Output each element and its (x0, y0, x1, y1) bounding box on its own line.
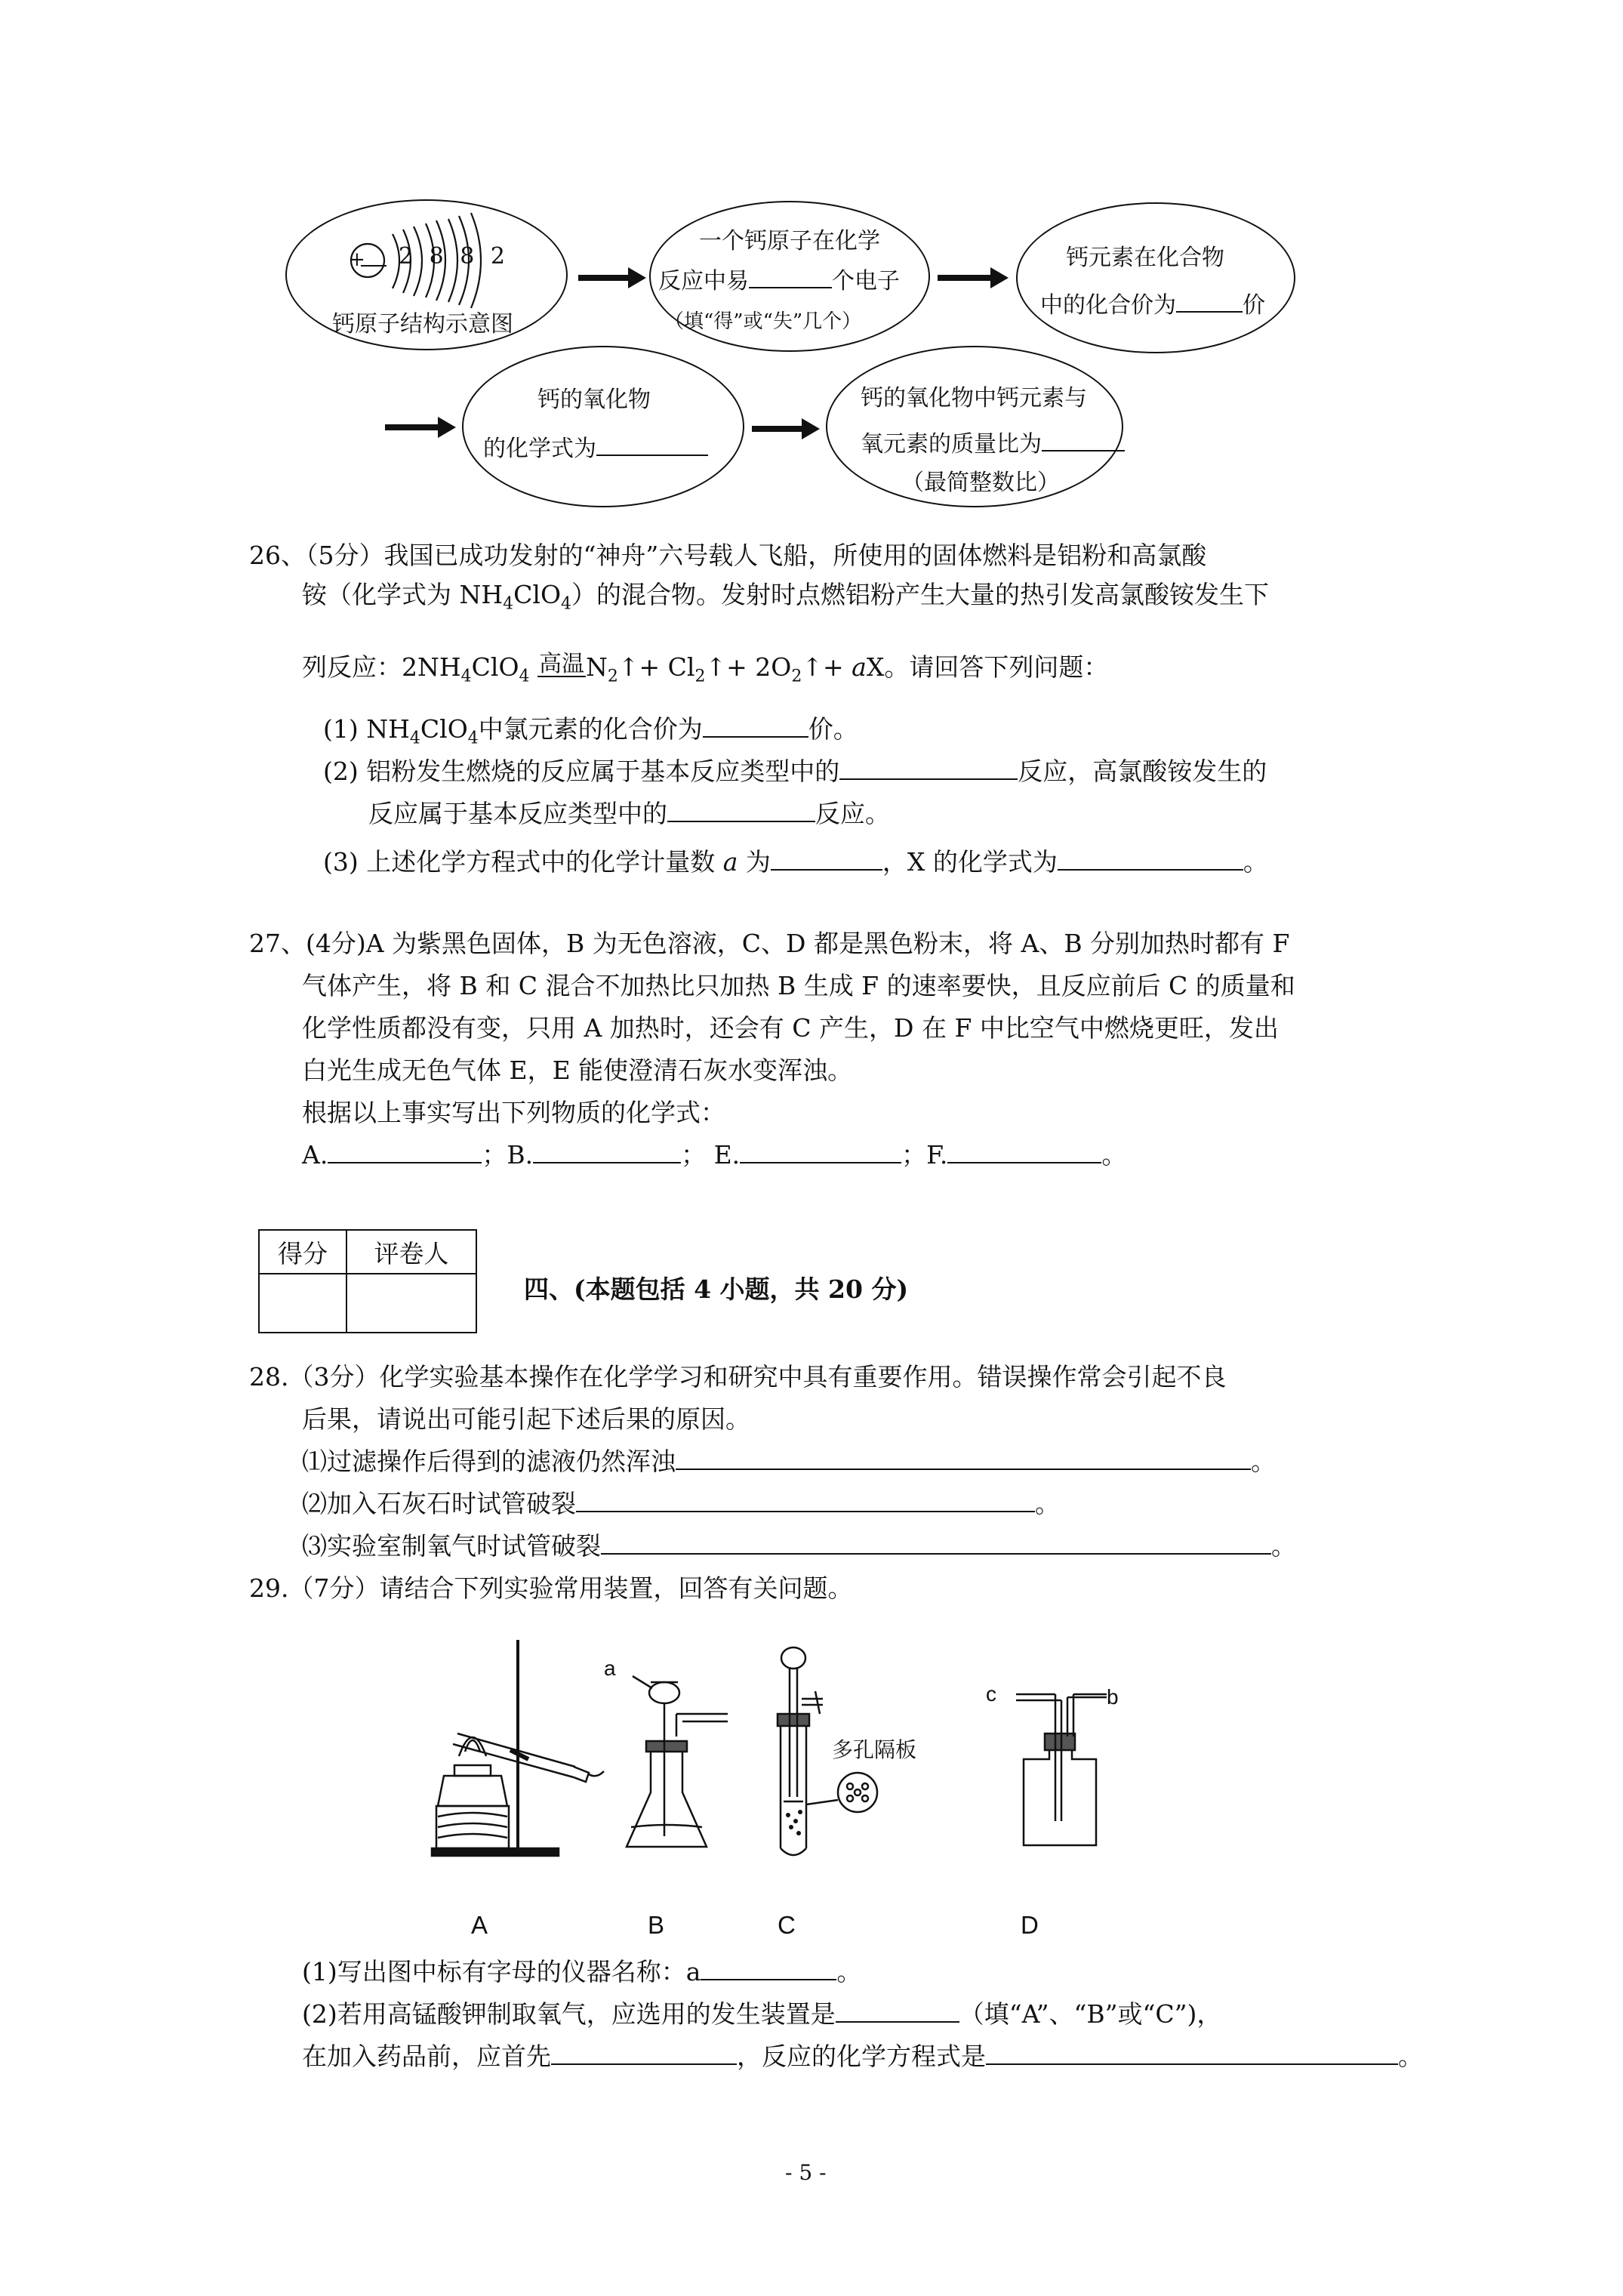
q26-s2-a: (2) 铝粉发生燃烧的反应属于基本反应类型中的 (323, 757, 840, 786)
q26-s3-d: 。 (1243, 847, 1268, 877)
atom-caption: 钙原子结构示意图 (332, 311, 513, 337)
q26-s1-sub2: 4 (467, 729, 479, 748)
grader-header: 评卷人 (346, 1230, 476, 1274)
q29-s1-end: 。 (836, 1957, 862, 1986)
q29-s2-a: (2)若用高锰酸钾制取氧气，应选用的发生装置是 (302, 1999, 836, 2029)
oxide-line2-prefix: 的化学式为 (483, 436, 596, 462)
q29-sub1 (302, 1955, 861, 1989)
eq-sub1: 4 (460, 667, 472, 686)
q27-line5: 根据以上事实写出下列物质的化学式： (302, 1098, 725, 1127)
q26-s3-a: (3) 上述化学方程式中的化学计量数 (323, 847, 723, 877)
q28-s3-end: 。 (1271, 1531, 1296, 1561)
q26-line2-sub2: 4 (561, 594, 572, 614)
eq-sub4: 2 (694, 667, 706, 686)
q27-label-a: A. (302, 1140, 328, 1170)
electron-hint: （填“得”或“失”几个） (664, 310, 862, 333)
q28-s2-end: 。 (1035, 1489, 1060, 1518)
q28-s1-text: ⑴过滤操作后得到的滤液仍然浑浊 (302, 1447, 676, 1476)
q27-line3: 化学性质都没有变，只用 A 加热时，还会有 C 产生，D 在 F 中比空气中燃烧更旺，发出 (302, 1013, 1279, 1043)
q28-s1-end: 。 (1251, 1447, 1276, 1476)
q29-sub2 (302, 1998, 1221, 2031)
q26-s2-d: 反应。 (815, 799, 890, 828)
q26-s1-a: (1) NH (323, 714, 410, 744)
oxide-line1: 钙的氧化物 (537, 387, 651, 413)
label-c: c (986, 1682, 996, 1706)
q26-s3-italic-a: a (722, 847, 738, 877)
q29-s2-blank2 (551, 2041, 737, 2065)
atom-plus: + (349, 248, 365, 271)
q26-s3-c: ，X 的化学式为 (882, 847, 1058, 877)
q26-s1-d: 价。 (808, 714, 858, 744)
q29-s2-b: （填“A”、“B”或“C”)， (959, 1999, 1222, 2029)
page-number: - 5 - (785, 2160, 827, 2185)
q27-end: 。 (1101, 1140, 1127, 1170)
q28-s2-text: ⑵加入石灰石时试管破裂 (302, 1489, 576, 1518)
q27-label-f: ；F. (901, 1140, 948, 1170)
q26-s1-b: ClO (420, 714, 468, 744)
eq-a: a (852, 652, 867, 682)
q29-s1-blank (701, 1956, 836, 1980)
q26-line2-a: 铵（化学式为 NH (302, 580, 504, 609)
eq-rest4: X。请回答下列问题： (866, 652, 1109, 682)
q29-s2-e: 。 (1398, 2042, 1423, 2071)
q28-line2: 后果，请说出可能引起下述后果的原因。 (302, 1404, 750, 1434)
eq-sub3: 2 (607, 667, 618, 686)
q26-s3-b: 为 (738, 847, 771, 877)
eq-rest2: ↑+ 2O (705, 652, 792, 682)
q29-s2-blank1 (836, 1999, 959, 2023)
valence-line2-prefix: 中的化合价为 (1040, 292, 1176, 319)
q26-s2-b: 反应，高氯酸铵发生的 (1018, 757, 1267, 786)
eq-prefix: 列反应：2NH (302, 652, 461, 682)
label-porous-plate: 多孔隔板 (832, 1737, 917, 1762)
eq-n: N (586, 652, 608, 682)
q29-s2-blank3 (986, 2041, 1398, 2065)
q29-s2-c: 在加入药品前，应首先 (302, 2042, 551, 2071)
eq-mid1: ClO (471, 652, 519, 682)
apparatus-A-label: A (471, 1911, 488, 1939)
q26-line2-sub1: 4 (503, 594, 514, 614)
q29-line1: 29.（7分）请结合下列实验常用装置，回答有关问题。 (249, 1573, 853, 1603)
q26-line2-c: ）的混合物。发射时点燃铝粉产生大量的热引发高氯酸铵发生下 (571, 580, 1270, 609)
q27-line4: 白光生成无色气体 E，E 能使澄清石灰水变浑浊。 (302, 1056, 853, 1085)
q29-s2-d: ，反应的化学方程式是 (737, 2042, 986, 2071)
section-4-title: 四、(本题包括 4 小题，共 20 分) (524, 1274, 909, 1304)
valence-line2-suffix: 价 (1243, 292, 1265, 319)
ratio-line1: 钙的氧化物中钙元素与 (861, 385, 1087, 411)
eq-condition-text: 高温 (539, 651, 585, 677)
apparatus-B-label: B (648, 1911, 665, 1939)
q27-line1: 27、(4分)A 为紫黑色固体，B 为无色溶液，C、D 都是黑色粉末，将 A、B 分别加热时都有 F (249, 929, 1290, 958)
q26-line2-b: ClO (513, 580, 562, 609)
q28-s3-text: ⑶实验室制氧气时试管破裂 (302, 1531, 601, 1561)
apparatus-C-label: C (778, 1911, 796, 1939)
q27-label-b: ；B. (482, 1140, 534, 1170)
label-b: b (1107, 1685, 1119, 1709)
atom-electron-numbers: 2 8 8 2 (399, 243, 510, 270)
electron-line2-suffix: 个电子 (832, 268, 900, 294)
valence-line1: 钙元素在化合物 (1066, 245, 1224, 271)
q26-s2-c: 反应属于基本反应类型中的 (368, 799, 667, 828)
eq-rest1: ↑+ Cl (617, 652, 695, 682)
q27-line2: 气体产生，将 B 和 C 混合不加热比只加热 B 生成 F 的速率要快，且反应前后 C 的质量和 (302, 971, 1295, 1000)
q27-label-e: ； E. (681, 1140, 741, 1170)
q29-sub2-cont (302, 2040, 1423, 2073)
score-header: 得分 (259, 1230, 346, 1274)
q28-line1: 28.（3分）化学实验基本操作在化学学习和研究中具有重要作用。错误操作常会引起不良 (249, 1362, 1227, 1391)
q26-s1-sub1: 4 (409, 729, 420, 748)
electron-line2-prefix: 反应中易 (658, 268, 749, 294)
q26-s1-c: 中氯元素的化合价为 (478, 714, 703, 744)
eq-rest3: ↑+ (802, 652, 852, 682)
q26-number: 26、 (249, 541, 306, 570)
label-a: a (604, 1657, 616, 1680)
electron-line1: 一个钙原子在化学 (699, 228, 880, 254)
q26-line1-text: （5分）我国已成功发射的“神舟”六号载人飞船，所使用的固体燃料是铝粉和高氯酸 (306, 541, 1207, 570)
ratio-line3: （最简整数比） (901, 470, 1060, 496)
apparatus-D-label: D (1021, 1911, 1039, 1939)
q29-s1-text: (1)写出图中标有字母的仪器名称：a (302, 1957, 701, 1986)
eq-sub2: 4 (519, 667, 530, 686)
ratio-line2-prefix: 氧元素的质量比为 (861, 431, 1042, 458)
eq-sub5: 2 (791, 667, 802, 686)
